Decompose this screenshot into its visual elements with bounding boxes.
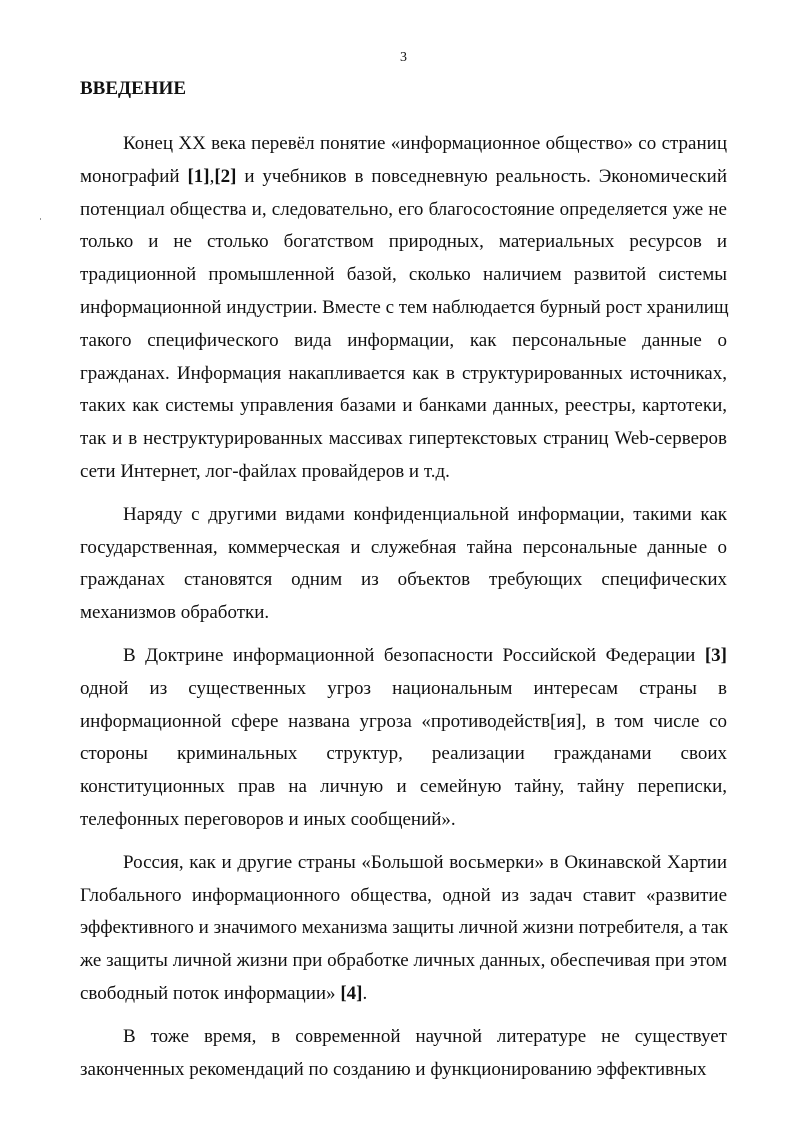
paragraph [80,640,727,837]
text-run: , [209,165,215,187]
text-line [80,738,727,771]
text-run: . [362,982,368,1004]
paragraph [80,847,727,1011]
text-run: В Доктрине информационной безопасности Российской Федерации [123,644,705,666]
margin-mark [40,218,41,220]
paragraph [80,1021,727,1087]
text-line [80,292,727,325]
text-line [80,880,727,913]
paragraph [80,499,727,630]
text-run: информационной сфере названа угроза «противодейств[ия], в том числе со [80,710,727,732]
text-line [80,358,727,391]
text-line [80,978,727,1011]
text-line [80,161,727,194]
text-run: Глобального информационного общества, одной из задач ставит «развитие [80,884,727,906]
text-run: так и в неструктурированных массивах гипертекстовых страниц Web-серверов [80,428,727,450]
paragraph [80,128,727,489]
citation-ref: [4] [340,982,363,1004]
text-line [80,945,727,978]
text-run: Наряду с другими видами конфиденциальной информации, такими как [123,503,727,525]
text-line [80,499,727,532]
text-run: таких как системы управления базами и банками данных, реестры, картотеки, [80,395,727,417]
text-run: конституционных прав на личную и семейную тайну, тайну переписки, [80,776,727,798]
text-line [80,564,727,597]
text-line [80,597,727,630]
text-run: информационной индустрии. Вместе с тем наблюдается бурный рост хранилищ [80,296,729,318]
text-run: Россия, как и другие страны «Большой восьмерки» в Окинавской Хартии [123,851,727,873]
text-line [80,325,727,358]
text-run: государственная, коммерческая и служебная тайна персональные данные о [80,536,727,558]
text-run: телефонных переговоров и иных сообщений». [80,808,456,830]
text-body [80,128,727,1096]
text-line [80,128,727,161]
citation-ref: [3] [704,644,727,666]
text-line [80,1054,727,1087]
text-line [80,532,727,565]
text-line [80,194,727,227]
text-line [80,673,727,706]
text-line [80,912,727,945]
section-heading: ВВЕДЕНИЕ [80,78,186,99]
text-line [80,706,727,739]
text-run: Конец ХХ века перевёл понятие «информационное общество» со страниц [123,133,727,154]
text-run: потенциал общества и, следовательно, его благосостояние определяется уже не [80,198,727,220]
text-run: гражданах. Информация накапливается как в структурированных источниках, [80,362,727,384]
citation-ref: [2] [214,165,237,187]
text-run: механизмов обработки. [80,602,270,624]
text-line [80,390,727,423]
text-run: В тоже время, в современной научной литературе не существует [123,1025,727,1047]
text-line [80,771,727,804]
text-line [80,456,727,489]
text-run: же защиты личной жизни при обработке личных данных, обеспечивая при этом [80,950,727,972]
text-run: монографий [80,165,188,187]
text-run: одной из существенных угроз национальным интересам страны в [80,677,727,699]
text-run: только и не столько богатством природных, материальных ресурсов и [80,231,727,253]
text-run: гражданах становятся одним из объектов требующих специфических [80,569,727,591]
text-line [80,423,727,456]
citation-ref: [1] [187,165,210,187]
page-number: 3 [400,50,407,65]
text-run: эффективного и значимого механизма защиты личной жизни потребителя, а так [80,917,729,939]
text-line [80,226,727,259]
text-run: сети Интернет, лог-файлах провайдеров и т.д. [80,460,450,482]
text-line [80,847,727,880]
text-run: традиционной промышленной базой, сколько наличием развитой системы [80,264,727,286]
text-run: стороны криминальных структур, реализации гражданами своих [80,743,727,765]
text-run: свободный поток информации» [80,982,341,1004]
text-run: законченных рекомендаций по созданию и функционированию эффективных [80,1058,707,1080]
text-line [80,804,727,837]
text-line [80,1021,727,1054]
text-line [80,640,727,673]
text-run: такого специфического вида информации, как персональные данные о [80,329,727,351]
text-line [80,259,727,292]
text-run: и учебников в повседневную реальность. Экономический [236,165,727,187]
